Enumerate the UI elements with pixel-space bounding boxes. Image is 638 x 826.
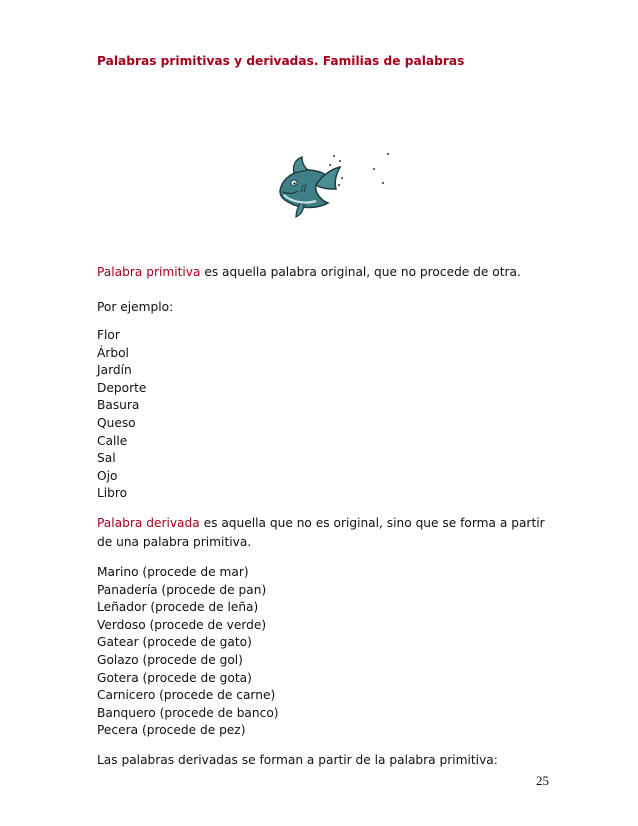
closing-line: Las palabras derivadas se forman a partir de la palabra primitiva: <box>97 753 498 767</box>
list-item: Calle <box>97 433 128 448</box>
list-item: Carnicero (procede de carne) <box>97 688 276 703</box>
derived-definition-text: es aquella que no es original, sino que se forma a partir de una palabra primitiva. <box>97 516 545 549</box>
primitive-word-list <box>97 327 146 503</box>
primitive-definition-text: es aquella palabra original, que no procede de otra. <box>200 265 521 279</box>
page-number: 25 <box>536 773 549 788</box>
list-item: Panadería (procede de pan) <box>97 582 267 597</box>
list-item: Jardín <box>97 363 132 378</box>
primitive-term: Palabra primitiva <box>97 265 201 279</box>
list-item: Marino (procede de mar) <box>97 565 249 579</box>
list-item: Basura <box>97 398 140 413</box>
shark-icon <box>270 145 395 220</box>
derived-term: Palabra derivada <box>97 516 200 530</box>
list-item: Flor <box>97 328 120 342</box>
page-title: Palabras primitivas y derivadas. Familias de palabras <box>97 54 465 68</box>
list-item: Libro <box>97 486 128 501</box>
derived-word-list <box>97 564 279 740</box>
list-item: Ojo <box>97 468 118 483</box>
list-item: Pecera (procede de pez) <box>97 723 246 738</box>
derived-definition <box>97 514 557 551</box>
list-item: Gotera (procede de gota) <box>97 670 252 685</box>
list-item: Leñador (procede de leña) <box>97 600 259 615</box>
list-item: Golazo (procede de gol) <box>97 652 243 667</box>
list-item: Sal <box>97 451 116 466</box>
list-item: Verdoso (procede de verde) <box>97 617 267 632</box>
list-item: Deporte <box>97 380 147 395</box>
list-item: Árbol <box>97 345 129 360</box>
list-item: Queso <box>97 415 136 430</box>
list-item: Gatear (procede de gato) <box>97 635 252 650</box>
list-item: Banquero (procede de banco) <box>97 705 279 720</box>
example-label: Por ejemplo: <box>97 300 174 314</box>
primitive-definition <box>97 263 557 282</box>
